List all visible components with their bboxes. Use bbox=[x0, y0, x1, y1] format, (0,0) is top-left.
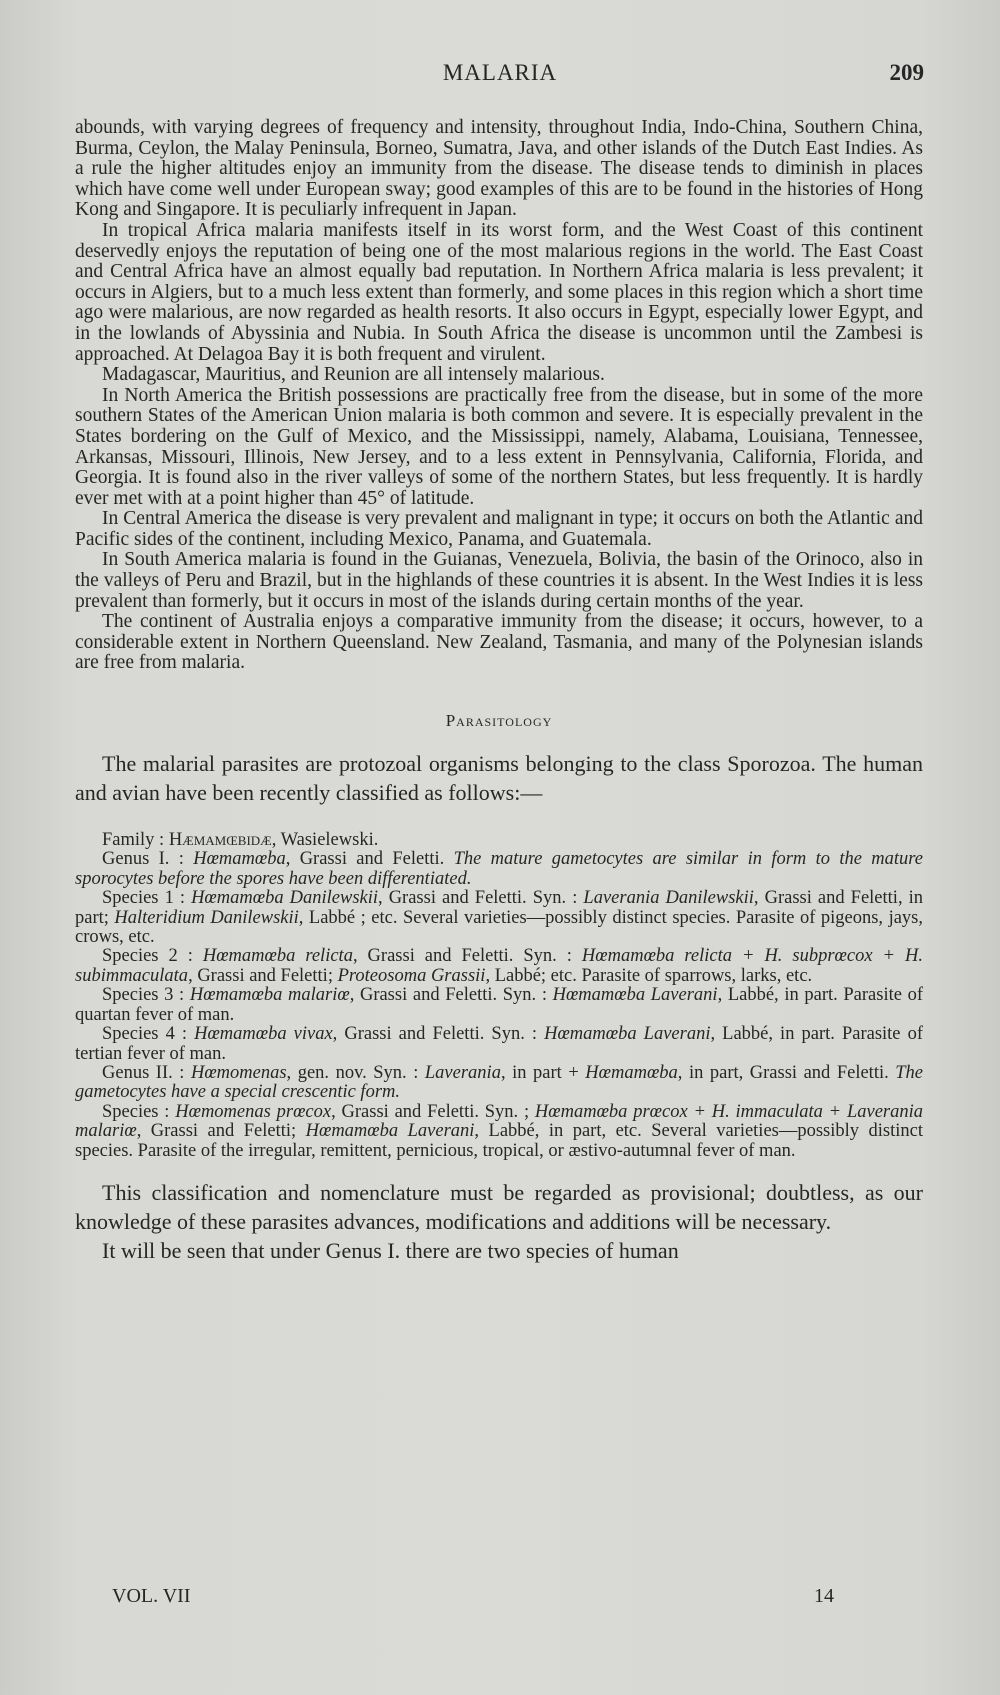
species-4-entry: Species 4 : Hœmamœba vivax, Grassi and Feletti. Syn. : Hœmamœba Laverani, Labbé, in part. Parasite of tertian fever of man. bbox=[75, 1024, 923, 1064]
paragraph-madagascar: Madagascar, Mauritius, and Reunion are all intensely malarious. bbox=[102, 364, 605, 386]
species-2-entry: Species 2 : Hœmamœba relicta, Grassi and Feletti. Syn. : Hœmamœba relicta + H. subprœcox + H. subimmaculata, Grassi and Feletti; Proteosoma Grassii, Labbé; etc. Parasite of sparrows, larks, etc. bbox=[75, 946, 924, 986]
running-title: MALARIA bbox=[442, 60, 558, 85]
signature-mark: 14 bbox=[814, 1585, 834, 1607]
intro-section bbox=[75, 749, 923, 807]
geography-section bbox=[75, 118, 923, 674]
volume-label: VOL. VII bbox=[112, 1585, 191, 1607]
classification-list bbox=[75, 831, 923, 1161]
closing-paragraph: This classification and nomenclature must be regarded as provisional; doubtless, as our knowledge of these parasites advances, modifications and additions will be necessary. bbox=[75, 1179, 923, 1234]
genus-2-entry: Genus II. : Hœmomenas, gen. nov. Syn. : Laverania, in part + Hœmamœba, in part, Grassi and Feletti. The gametocytes have a special crescentic form. bbox=[75, 1062, 923, 1103]
paragraph-australia: The continent of Australia enjoys a comparative immunity from the disease; it occurs, however, to a considerable extent in Northern Queensland. New Zealand, Tasmania, and many of the Polynesian islands are free from malaria. bbox=[75, 611, 923, 674]
species-3-entry: Species 3 : Hœmamœba malariœ, Grassi and Feletti. Syn. : Hœmamœba Laverani, Labbé, in part. Parasite of quartan fever of man. bbox=[75, 985, 923, 1025]
closing-continuation: It will be seen that under Genus I. there are two species of human bbox=[102, 1237, 679, 1263]
page-footer bbox=[112, 1585, 834, 1608]
genus-1-entry: Genus I. : Hœmamœba, Grassi and Feletti. The mature gametocytes are similar in form to the mature sporocytes before the spores have been differentiated. bbox=[75, 849, 923, 889]
species-1-entry: Species 1 : Hœmamœba Danilewskii, Grassi and Feletti. Syn. : Laverania Danilewskii, Grassi and Feletti, in part; Halteridium Danilewskii, Labbé ; etc. Several varieties—possibly distinct species. Parasite of pigeons, jays, crows, etc. bbox=[75, 888, 924, 948]
family-entry: Family : Hæmamœbidæ, Wasielewski. bbox=[102, 830, 379, 851]
species-genus-2-entry: Species : Hœmomenas prœcox, Grassi and Feletti. Syn. ; Hœmamœba prœcox + H. immaculata + Laverania malariœ, Grassi and Feletti; Hœmamœba Laverani, Labbé, in part, etc. Several varieties—possibly distinct species. Parasite of the irregular, remittent, pernicious, tropical, or æstivo-autumnal fever of man. bbox=[75, 1101, 924, 1161]
paragraph-north-america: In North America the British possessions are practically free from the disease, but in some of the more southern States of the American Union malaria is both common and severe. It is especially prevalent in the States bordering on the Gulf of Mexico, and the Mississippi, namely, Alabama, Louisiana, Tennessee, Arkansas, Missouri, Illinois, New Jersey, and to a less extent in Pennsylvania, California, Florida, and Georgia. It is found also in the river valleys of some of the northern States, but less frequently. It is hardly ever met with at a point higher than 45° of latitude. bbox=[75, 384, 923, 509]
intro-paragraph: The malarial parasites are protozoal organisms belonging to the class Sporozoa. The human and avian have been recently classified as follows:— bbox=[75, 751, 923, 806]
closing-section bbox=[75, 1178, 923, 1265]
paragraph-central-america: In Central America the disease is very prevalent and malignant in type; it occurs on both the Atlantic and Pacific sides of the continent, including Mexico, Panama, and Guatemala. bbox=[75, 508, 923, 550]
paragraph-south-america: In South America malaria is found in the Guianas, Venezuela, Bolivia, the basin of the Orinoco, also in the valleys of Peru and Brazil, but in the highlands of these countries it is absent. In the West Indies it is less prevalent than formerly, but it occurs in most of the islands during certain months of the year. bbox=[75, 549, 923, 612]
section-heading: Parasitology bbox=[445, 711, 553, 731]
page-number: 209 bbox=[889, 60, 924, 85]
paragraph-africa: In tropical Africa malaria manifests itself in its worst form, and the West Coast of this continent deservedly enjoys the reputation of being one of the most malarious regions in the world. The East Coast and Central Africa have an almost equally bad reputation. In Northern Africa malaria is less prevalent; it occurs in Algiers, but to a much less extent than formerly, and some places in this region which a short time ago were malarious, are now regarded as health resorts. It also occurs in Egypt, especially lower Egypt, and in the lowlands of Abyssinia and Nubia. In South Africa the disease is uncommon until the Zambesi is approached. At Delagoa Bay it is both frequent and virulent. bbox=[75, 219, 923, 365]
page-body bbox=[75, 118, 923, 1265]
paragraph-asia: abounds, with varying degrees of frequency and intensity, throughout India, Indo-China, Southern China, Burma, Ceylon, the Malay Peninsula, Borneo, Sumatra, Java, and other islands of the Dutch East Indies. As a rule the higher altitudes enjoy an immunity from the disease. The disease tends to diminish in places which have come well under European sway; good examples of this are to be found in the histories of Hong Kong and Singapore. It is peculiarly infrequent in Japan. bbox=[75, 117, 923, 221]
